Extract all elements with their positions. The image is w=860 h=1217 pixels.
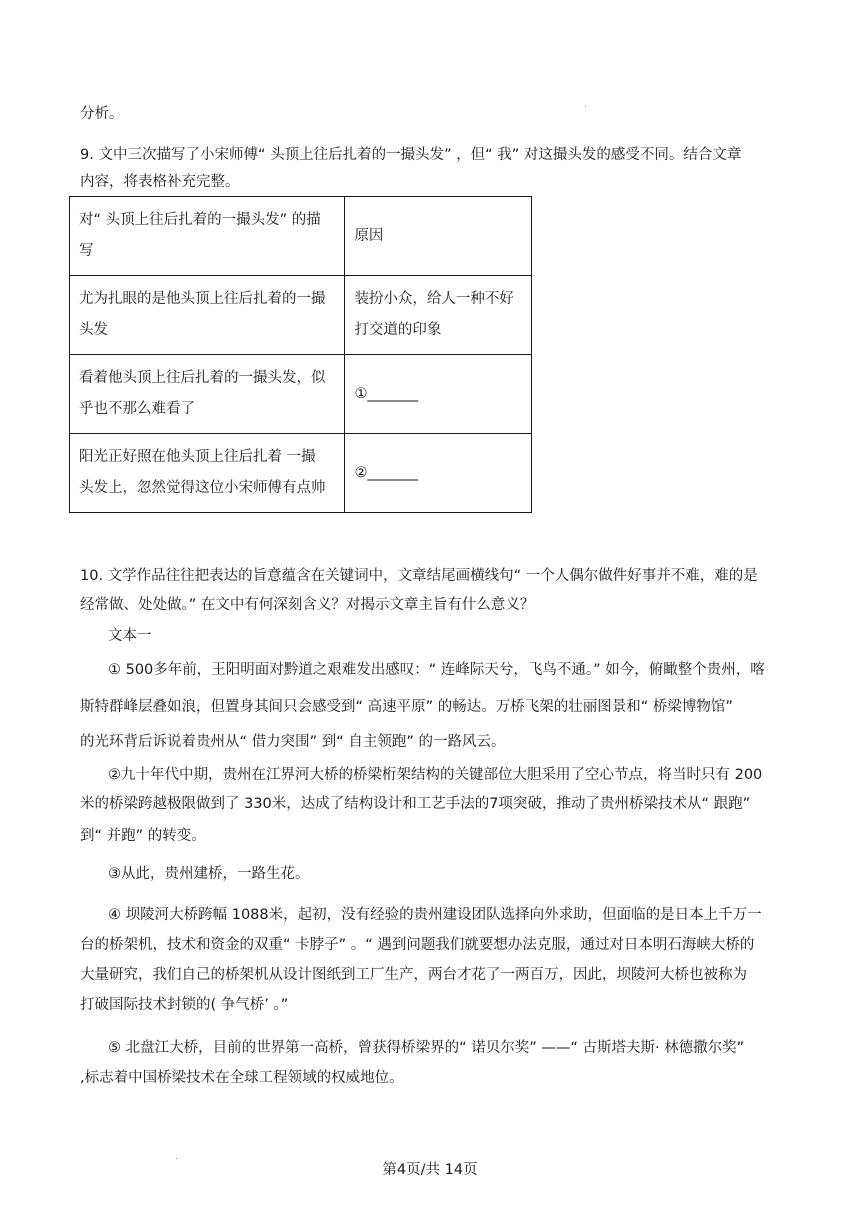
paragraph-line: 米的桥梁跨越极限做到了 330米，达成了结构设计和工艺手法的7项突破，推动了贵州桥梁技术从“ 跟跑” <box>80 796 751 812</box>
table-row <box>70 355 532 434</box>
speck <box>585 106 586 107</box>
table-cell: 装扮小众，给人一种不好 打交道的印象 <box>345 276 532 355</box>
paragraph-line: ③从此，贵州建桥，一路生花。 <box>108 866 310 882</box>
question-9-line: 9. 文中三次描写了小宋师傅“ 头顶上往后扎着的一撮头发” ，但“ 我” 对这撮头发的感受不同。结合文章 <box>80 147 742 163</box>
paragraph-line: ,标志着中国桥梁技术在全球工程领域的权威地位。 <box>80 1070 404 1086</box>
page-number: 第4页/共 14页 <box>382 1162 478 1178</box>
answer-blank-2[interactable]: ②_______ <box>345 434 532 513</box>
paragraph-line: 的光环背后诉说着贵州从“ 借力突围” 到“ 自主领跑” 的一路风云。 <box>80 734 506 750</box>
table-row <box>70 276 532 355</box>
table-cell: 原因 <box>345 197 532 276</box>
text-heading: 文本一 <box>108 628 152 644</box>
paragraph-line: ②九十年代中期，贵州在江界河大桥的桥梁桁架结构的关键部位大胆采用了空心节点，将当时只有 200 <box>108 767 763 783</box>
question-9-table <box>69 196 532 513</box>
answer-blank-1[interactable]: ①_______ <box>345 355 532 434</box>
paragraph-line: 打破国际技术封锁的( 争气桥’ 。” <box>80 997 289 1013</box>
question-10-line: 10. 文学作品往往把表达的旨意蕴含在关键词中，文章结尾画横线句“ 一个人偶尔做件好事并不难，难的是 <box>80 568 758 584</box>
question-10-line: 经常做、处处做。” 在文中有何深刻含义？对揭示文章主旨有什么意义？ <box>80 597 535 613</box>
question-9-line: 内容，将表格补充完整。 <box>80 174 240 190</box>
paragraph-line: 斯特群峰层叠如浪，但置身其间只会感受到“ 高速平原” 的畅达。万桥飞架的壮丽图景和“ 桥梁博物馆” <box>80 699 733 715</box>
paragraph-line: ④ 坝陵河大桥跨幅 1088米，起初，没有经验的贵州建设团队选择向外求助，但面临的是日本上千万一 <box>108 907 762 923</box>
table-cell: 看着他头顶上往后扎着的一撮头发，似 乎也不那么难看了 <box>70 355 345 434</box>
text-line: 分析。 <box>80 106 124 122</box>
table-row <box>70 434 532 513</box>
paragraph-line: 到“ 并跑” 的转变。 <box>80 828 206 844</box>
paragraph-line: 台的桥架机，技术和资金的双重“ 卡脖子” 。“ 遇到问题我们就要想办法克服，通过对日本明石海峡大桥的 <box>80 937 755 953</box>
paragraph-line: ① 500多年前，王阳明面对黔道之艰难发出感叹：“ 连峰际天兮，飞鸟不通。” 如今，俯瞰整个贵州，喀 <box>108 662 765 678</box>
table-row <box>70 197 532 276</box>
table-cell: 对“ 头顶上往后扎着的一撮头发” 的描 写 <box>70 197 345 276</box>
paragraph-line: ⑤ 北盘江大桥，目前的世界第一高桥，曾获得桥梁界的“ 诺贝尔奖” ——“ 古斯塔夫斯· 林德撒尔奖” <box>108 1040 745 1056</box>
table-cell: 尤为扎眼的是他头顶上往后扎着的一撮 头发 <box>70 276 345 355</box>
table-cell: 阳光正好照在他头顶上往后扎着 一撮 头发上，忽然觉得这位小宋师傅有点帅 <box>70 434 345 513</box>
paragraph-line: 大量研究，我们自己的桥架机从设计图纸到工厂生产，两台才花了一两百万，因此，坝陵河大桥也被称为 <box>80 967 747 983</box>
